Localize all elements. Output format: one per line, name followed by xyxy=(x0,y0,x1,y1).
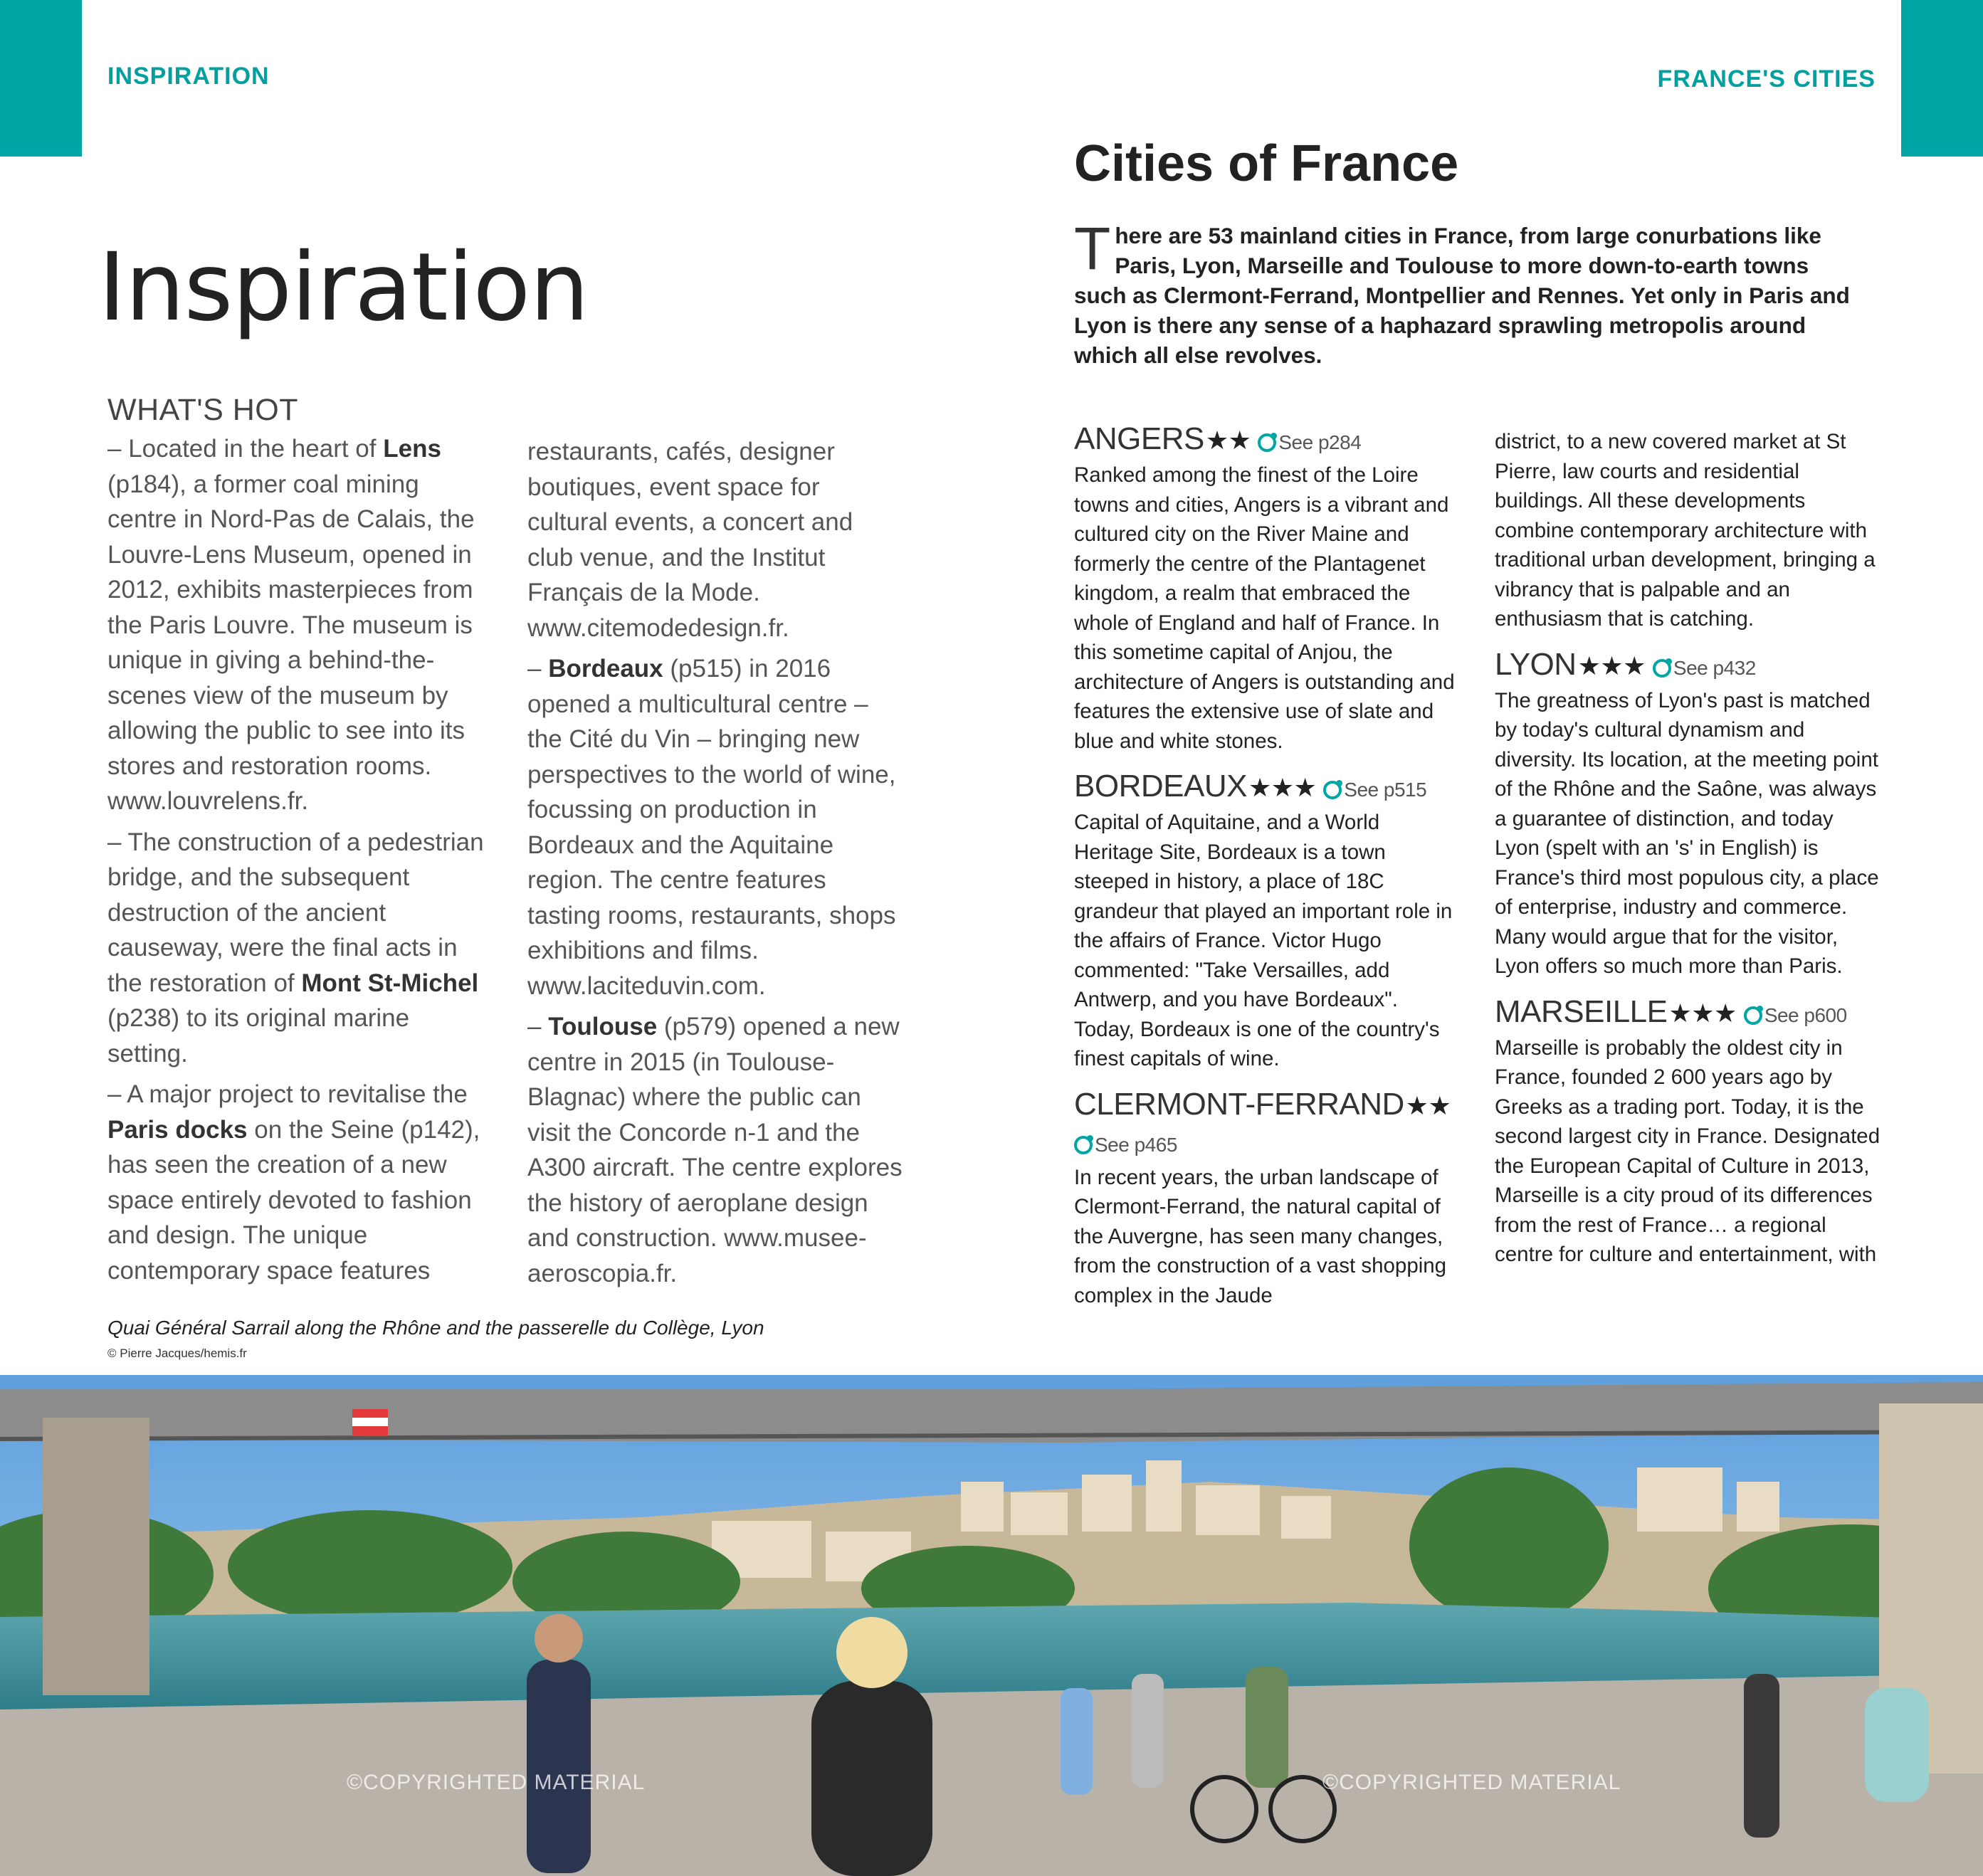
city-heading xyxy=(1495,647,1883,686)
item-text: on the Seine (p142), has seen the creation of a new space entirely devoted to fashion and design. The unique contemporary space features xyxy=(107,1115,480,1285)
left-running-head: INSPIRATION xyxy=(107,63,270,90)
see-page-ref xyxy=(1653,657,1756,679)
item-text: – Located in the heart of xyxy=(107,435,384,463)
city-description: Marseille is probably the oldest city in France, founded 2 600 years ago by Greeks as a trading port. Today, it is the second largest city in France. Designated the European Capital of Culture in 2013, Marseille is a city proud of its differences from the rest of France… a regional centre for culture and entertainment, with xyxy=(1495,1036,1881,1266)
bridge-sign-stripe xyxy=(352,1418,388,1426)
city-description: Ranked among the finest of the Loire towns and cities, Angers is a vibrant and cultured city on the River Maine and formerly the centre of the Plantagenet kingdom, a realm that embraced the whole of England and half of France. In this sometime capital of Anjou, the architecture of Angers is outstanding and features the extensive use of slate and blue and white stones. xyxy=(1074,463,1455,753)
left-accent-tab xyxy=(0,0,82,157)
see-page-text: See p432 xyxy=(1673,656,1756,679)
whats-hot-column-2 xyxy=(527,434,905,1297)
whats-hot-item xyxy=(107,825,485,1072)
city-name: LYON xyxy=(1495,646,1577,682)
city-description: Capital of Aquitaine, and a World Heritage Site, Bordeaux is a town steeped in history, a place of 18C grandeur that played an important role in the affairs of France. Victor Hugo commented: "Take Versailles, add Antwerp, and you have Bordeaux". Today, Bordeaux is one of the country's finest capitals of wine. xyxy=(1074,811,1453,1070)
star-rating: ★★★ xyxy=(1577,650,1646,680)
item-text: (p184), a former coal mining centre in Nord-Pas de Calais, the Louvre-Lens Museum, opened in 2012, exhibits masterpieces from the Paris Louvre. The museum is unique in giving a behind-the-scenes view of the museum by allowing the public to see into its stores and restoration rooms. www.louvrelens.fr. xyxy=(107,470,475,815)
item-text: – xyxy=(527,655,549,683)
star-rating: ★★ xyxy=(1205,426,1251,455)
city-heading xyxy=(1074,421,1462,460)
item-text: – The construction of a pedestrian bridge, and the subsequent destruction of the ancient causeway, were the final acts in the restoration of xyxy=(107,828,484,997)
see-page-ref xyxy=(1074,1134,1177,1156)
star-rating: ★★★ xyxy=(1668,998,1737,1028)
photo-credit: © Pierre Jacques/hemis.fr xyxy=(107,1347,247,1360)
watermark-left: ©COPYRIGHTED MATERIAL xyxy=(347,1771,646,1794)
city-heading xyxy=(1074,769,1462,808)
item-text: – xyxy=(527,1013,549,1040)
photo-illustration xyxy=(0,1375,1983,1876)
see-page-text: See p284 xyxy=(1278,431,1362,453)
item-place-name: Toulouse xyxy=(548,1013,658,1040)
section-title: Cities of France xyxy=(1074,135,1459,192)
item-text: (p515) in 2016 opened a multicultural centre – the Cité du Vin – bringing new perspectives to the world of wine, focussing on production in Bordeaux and the Aquitaine region. The centre features tasting rooms, restaurants, shops exhibitions and films. www.laciteduvin.com. xyxy=(527,655,896,1000)
bridge-pillar-left xyxy=(43,1418,149,1695)
page-title: Inspiration xyxy=(98,233,589,342)
right-accent-tab xyxy=(1901,0,1983,157)
whats-hot-item xyxy=(527,651,905,1003)
lyon-riverside-photo xyxy=(0,1375,1983,1876)
city-description: In recent years, the urban landscape of Clermont-Ferrand, the natural capital of the Auvergne, has seen many changes, from the construction of a vast shopping complex in the Jaude xyxy=(1074,1165,1447,1307)
see-page-text: See p465 xyxy=(1095,1133,1177,1156)
cities-column-1 xyxy=(1074,421,1462,1310)
whats-hot-paragraphs-2 xyxy=(527,434,905,1291)
item-place-name: Mont St-Michel xyxy=(301,969,479,997)
watermark-right: ©COPYRIGHTED MATERIAL xyxy=(1322,1771,1621,1794)
whats-hot-heading: WHAT'S HOT xyxy=(107,393,298,427)
intro-text: here are 53 mainland cities in France, from large conurbations like Paris, Lyon, Marseille and Toulouse to more down-to-earth towns such as Clermont-Ferrand, Montpellier and Rennes. Yet only in Paris and Lyon is there any sense of a haphazard sprawling metropolis around which all else revolves. xyxy=(1074,223,1850,368)
photo-caption: Quai Général Sarrail along the Rhône and the passerelle du Collège, Lyon xyxy=(107,1317,764,1339)
drop-cap: T xyxy=(1074,215,1111,282)
item-text: – A major project to revitalise the xyxy=(107,1080,468,1108)
item-text: (p579) opened a new centre in 2015 (in Toulouse-Blagnac) where the public can visit the Concorde n-1 and the A300 aircraft. The centre explores the history of aeroplane design and construction. www.musee-aeroscopia.fr. xyxy=(527,1013,903,1287)
see-page-text: See p600 xyxy=(1764,1003,1847,1026)
whats-hot-item xyxy=(527,434,905,645)
city-continuation-text: district, to a new covered market at St Pierre, law courts and residential buildings. All these developments combine contemporary architecture with traditional urban development, bringing a vibrancy that is palpable and an enthusiasm that is catching. xyxy=(1495,430,1876,631)
whats-hot-paragraphs-1 xyxy=(107,431,485,1288)
cities-column-2 xyxy=(1495,427,1883,1270)
city-name: CLERMONT-FERRAND xyxy=(1074,1086,1404,1122)
see-page-ref xyxy=(1744,1004,1847,1026)
item-place-name: Bordeaux xyxy=(548,655,663,683)
see-page-ref xyxy=(1258,431,1361,453)
right-running-head: FRANCE'S CITIES xyxy=(1657,65,1876,93)
cities-column-2-entries xyxy=(1495,647,1883,1270)
see-page-ref xyxy=(1323,779,1426,801)
quay-path xyxy=(0,1674,1983,1876)
star-rating: ★★ xyxy=(1405,1090,1451,1120)
city-heading xyxy=(1495,994,1883,1033)
whats-hot-item xyxy=(527,1009,905,1291)
city-name: BORDEAUX xyxy=(1074,769,1247,803)
city-name: MARSEILLE xyxy=(1495,994,1668,1029)
see-reference-icon xyxy=(1258,433,1276,452)
see-reference-icon xyxy=(1744,1006,1762,1025)
see-reference-icon xyxy=(1323,781,1342,799)
item-place-name: Lens xyxy=(383,435,441,463)
city-description: The greatness of Lyon's past is matched by today's cultural dynamism and diversity. Its location, at the meeting point of the Rhône and the Saône, was always a guarantee of distinction, and today Lyon (spelt with an 's' in English) is France's third most populous city, a place of enterprise, industry and commerce. Many would argue that for the visitor, Lyon offers so much more than Paris. xyxy=(1495,688,1879,978)
see-reference-icon xyxy=(1074,1136,1093,1154)
whats-hot-item xyxy=(107,1077,485,1288)
city-name: ANGERS xyxy=(1074,421,1204,456)
whats-hot-item xyxy=(107,431,485,819)
item-text: restaurants, cafés, designer boutiques, event space for cultural events, a concert and club venue, and the Institut Français de la Mode. www.citemodedesign.fr. xyxy=(527,438,853,642)
item-text: (p238) to its original marine setting. xyxy=(107,1004,410,1068)
city-heading xyxy=(1074,1087,1462,1163)
star-rating: ★★★ xyxy=(1248,773,1317,802)
see-page-text: See p515 xyxy=(1344,779,1427,801)
intro-paragraph xyxy=(1074,215,1857,370)
see-reference-icon xyxy=(1653,659,1671,678)
whats-hot-column-1 xyxy=(107,391,485,1294)
item-place-name: Paris docks xyxy=(107,1115,248,1144)
